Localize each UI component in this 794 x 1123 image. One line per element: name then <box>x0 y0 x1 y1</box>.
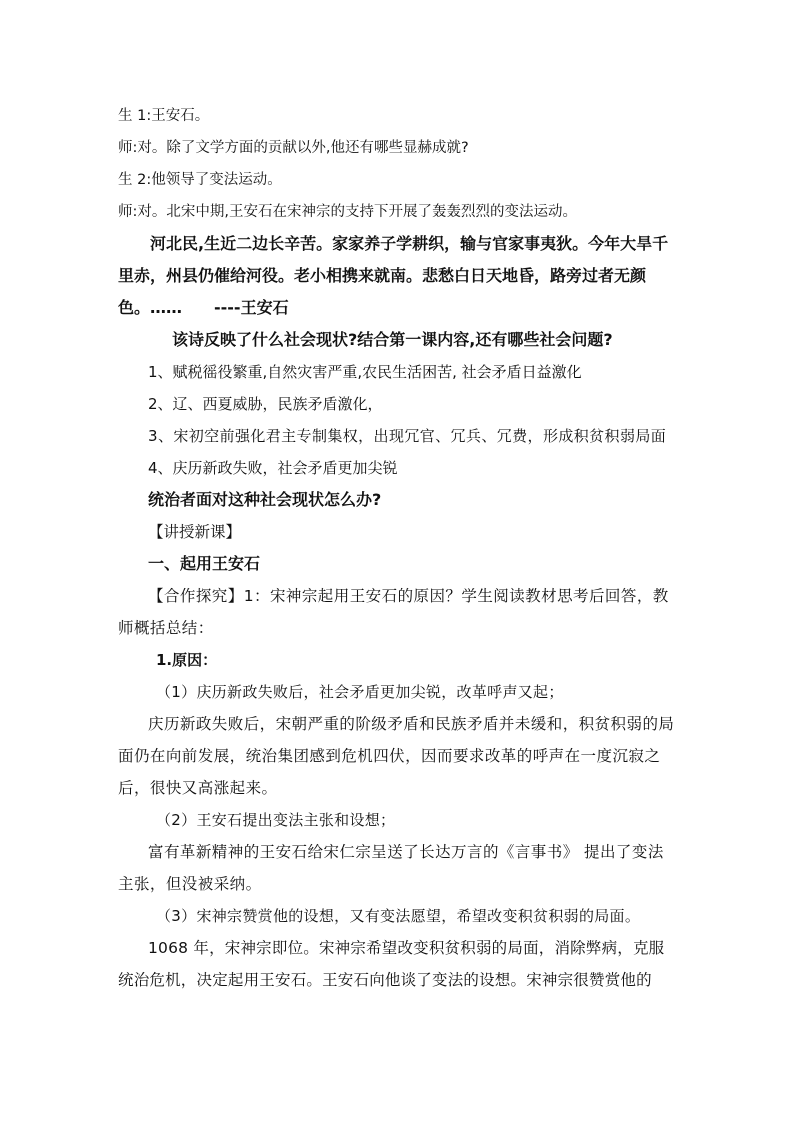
social-problem-item: 2、辽、西夏威胁，民族矛盾激化， <box>148 395 383 413</box>
reason-point-2: （2）王安石提出变法主张和设想； <box>156 811 396 829</box>
document-body <box>118 100 678 996</box>
ruler-question: 统治者面对这种社会现状怎么办? <box>148 490 382 509</box>
social-problem-item: 3、宋初空前强化君主专制集权，出现冗官、冗兵、冗费，形成积贫积弱局面 <box>148 427 667 445</box>
dialogue-line-teacher-2: 师:对。北宋中期,王安石在宋神宗的支持下开展了轰轰烈烈的变法运动。 <box>118 204 577 220</box>
lecture-header: 【讲授新课】 <box>148 523 242 541</box>
poem-question: 该诗反映了什么社会现状?结合第一课内容,还有哪些社会问题? <box>172 330 613 349</box>
reason-point-1: （1）庆历新政失败后，社会矛盾更加尖锐，改革呼声又起； <box>156 683 564 701</box>
social-problem-item: 4、庆历新政失败，社会矛盾更加尖锐 <box>148 459 398 477</box>
reason-point-3: （3）宋神宗赞赏他的设想，又有变法愿望，希望改变积贫积弱的局面。 <box>156 907 641 925</box>
reason-text-3: 1068 年，宋神宗即位。宋神宗希望改变积贫积弱的局面，消除弊病，克服统治危机，决定起用王安石。王安石向他谈了变法的设想。宋神宗很赞赏他的 <box>118 939 665 989</box>
poem-quote: 河北民,生近二边长辛苦。家家养子学耕织，输与官家事夷狄。今年大旱千里赤，州县仍催给河役。老小相携来就南。悲愁白日天地昏，路旁过者无颜色。…… ----王安石 <box>118 234 669 317</box>
dialogue-line-teacher-1: 师:对。除了文学方面的贡献以外,他还有哪些显赫成就? <box>118 140 469 156</box>
reasons-title: 1.原因： <box>156 651 218 669</box>
social-problem-item: 1、赋税徭役繁重,自然灾害严重,农民生活困苦, 社会矛盾日益激化 <box>148 363 582 381</box>
cooperation-prompt: 【合作探究】1：宋神宗起用王安石的原因？学生阅读教材思考后回答，教师概括总结： <box>118 587 669 637</box>
reason-text-1: 庆历新政失败后，宋朝严重的阶级矛盾和民族矛盾并未缓和，积贫积弱的局面仍在向前发展，统治集团感到危机四伏，因而要求改革的呼声在一度沉寂之后，很快又高涨起来。 <box>118 715 675 797</box>
dialogue-line-student-1: 生 1:王安石。 <box>118 108 210 124</box>
section-title: 一、起用王安石 <box>148 554 261 573</box>
dialogue-line-student-2: 生 2:他领导了变法运动。 <box>118 172 282 188</box>
reason-text-2: 富有革新精神的王安石给宋仁宗呈送了长达万言的《言事书》 提出了变法主张，但没被采纳。 <box>118 843 664 893</box>
